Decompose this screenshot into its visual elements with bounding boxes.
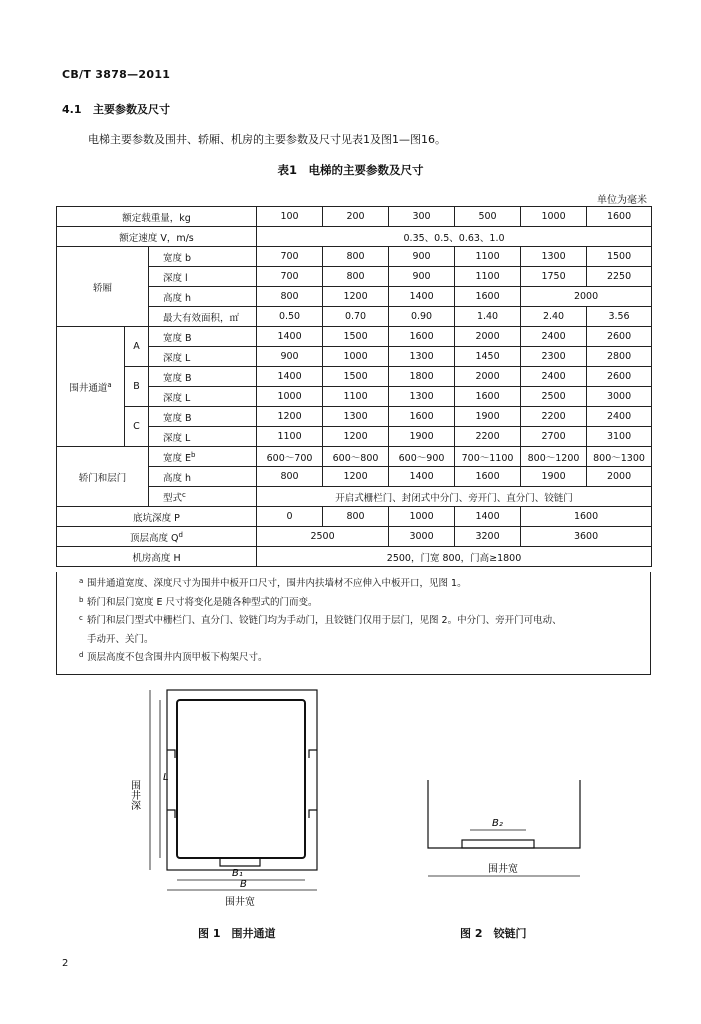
table-cell: 3200 (455, 527, 521, 547)
shaft-outer-wall (167, 690, 317, 870)
row-label: 宽度 B (149, 407, 257, 427)
table-cell: 0.90 (389, 307, 455, 327)
note-item (79, 575, 650, 594)
pit-label: 底坑深度 P (57, 507, 257, 527)
note-mark: a (79, 577, 84, 585)
table-row (57, 407, 652, 427)
table-cell: 1100 (455, 247, 521, 267)
table-cell: 800 (257, 287, 323, 307)
table-cell: 1750 (521, 267, 587, 287)
table-cell: 3100 (587, 427, 652, 447)
machine-room-value: 2500，门宽 800，门高≥1800 (257, 547, 652, 567)
table-row (57, 547, 652, 567)
table-cell: 1600 (389, 327, 455, 347)
table-cell: 1000 (389, 507, 455, 527)
table-cell: 0 (257, 507, 323, 527)
door-type-value: 开启式栅栏门、封闭式中分门、旁开门、直分门、铰链门 (257, 487, 652, 507)
width-label: 围井宽 (225, 897, 255, 908)
note-text: 顶层高度不包含围井内顶甲板下构架尺寸。 (87, 652, 268, 663)
row-label: 最大有效面积，㎡ (149, 307, 257, 327)
table-row (57, 327, 652, 347)
table-notes (56, 572, 651, 675)
table-cell: 300 (389, 207, 455, 227)
table-cell: 1400 (257, 367, 323, 387)
table-cell: 1400 (455, 507, 521, 527)
table-cell: 700～1100 (455, 447, 521, 467)
note-mark: b (191, 450, 196, 459)
note-mark: d (178, 530, 183, 539)
table-cell: 2400 (521, 327, 587, 347)
table-cell: 2500 (521, 387, 587, 407)
table-cell: 900 (389, 247, 455, 267)
note-text: 手动开、关门。 (87, 633, 154, 645)
table-cell: 1300 (521, 247, 587, 267)
table-cell: 2600 (587, 367, 652, 387)
door-group-label: 轿门和层门 (57, 447, 149, 507)
section-title: 主要参数及尺寸 (93, 103, 170, 116)
shaft-wall (428, 780, 580, 848)
table-cell: 1900 (455, 407, 521, 427)
table-cell: 1500 (323, 367, 389, 387)
width-label: 围井宽 (488, 864, 518, 875)
table-cell: 700 (257, 267, 323, 287)
parameters-table (56, 206, 652, 567)
shaft-inner-opening (177, 700, 305, 858)
row-label (149, 447, 257, 467)
depth-label: 围井深 (128, 780, 140, 810)
table-cell: 1800 (389, 367, 455, 387)
row-label: 深度 L (149, 387, 257, 407)
speed-label: 额定速度 V，m/s (57, 227, 257, 247)
row-label: 深度 L (149, 427, 257, 447)
note-item (79, 594, 650, 613)
table-cell: 800～1300 (587, 447, 652, 467)
table-cell: 1600 (455, 287, 521, 307)
table-cell: 2600 (587, 327, 652, 347)
table-cell: 1200 (257, 407, 323, 427)
table-cell: 100 (257, 207, 323, 227)
figure-2-caption: 图 2 铰链门 (460, 927, 527, 940)
table-cell: 600～800 (323, 447, 389, 467)
table-cell: 1300 (323, 407, 389, 427)
table-cell: 1300 (389, 347, 455, 367)
table-cell: 1900 (389, 427, 455, 447)
table-row (57, 367, 652, 387)
table-cell: 1500 (587, 247, 652, 267)
table-cell: 1000 (257, 387, 323, 407)
speed-value: 0.35、0.5、0.63、1.0 (257, 227, 652, 247)
note-mark: d (79, 651, 84, 659)
table-cell: 1900 (521, 467, 587, 487)
table-cell: 2200 (521, 407, 587, 427)
table-row (57, 527, 652, 547)
table-cell: 2000 (455, 367, 521, 387)
row-label: 深度 L (149, 347, 257, 367)
shaft-type-c: C (125, 407, 149, 447)
figure-1-caption: 图 1 围井通道 (198, 927, 276, 940)
table-cell: 2000 (587, 467, 652, 487)
table-row (57, 207, 652, 227)
table-cell: 2400 (587, 407, 652, 427)
table-cell: 2400 (521, 367, 587, 387)
standard-code: CB/T 3878—2011 (62, 68, 171, 81)
load-label: 额定载重量，kg (57, 207, 257, 227)
table-cell: 1600 (587, 207, 652, 227)
intro-paragraph: 电梯主要参数及围井、轿厢、机房的主要参数及尺寸见表1及图1—图16。 (88, 133, 446, 146)
row-label: 深度 l (149, 267, 257, 287)
figure-2-hinged-door-drawing (420, 780, 590, 890)
row-label: 宽度 b (149, 247, 257, 267)
page-number: 2 (62, 958, 69, 969)
shaft-group-text: 围井通道 (69, 382, 108, 394)
door-type-label: 型式 (163, 492, 183, 504)
table-cell: 1600 (455, 387, 521, 407)
door-width-label: 宽度 E (163, 452, 192, 464)
table-cell: 600～700 (257, 447, 323, 467)
note-item (79, 612, 650, 631)
shaft-type-a: A (125, 327, 149, 367)
L-label: L (163, 772, 169, 783)
table-caption: 表1 电梯的主要参数及尺寸 (277, 163, 424, 177)
row-label: 高度 h (149, 467, 257, 487)
table-cell: 2500 (257, 527, 389, 547)
table-row (57, 447, 652, 467)
table-cell: 1500 (323, 327, 389, 347)
table-cell: 1600 (455, 467, 521, 487)
table-cell: 1300 (389, 387, 455, 407)
table-cell: 1600 (389, 407, 455, 427)
table-row (57, 507, 652, 527)
note-text: 轿门和层门宽度 E 尺寸将变化是随各种型式的门而变。 (87, 596, 318, 608)
table-cell: 1400 (257, 327, 323, 347)
machine-room-label: 机房高度 H (57, 547, 257, 567)
table-unit: 单位为毫米 (597, 195, 647, 206)
table-cell: 800～1200 (521, 447, 587, 467)
note-mark: b (79, 595, 84, 604)
table-cell: 2300 (521, 347, 587, 367)
door-recess (220, 858, 260, 866)
table-cell: 1100 (455, 267, 521, 287)
table-cell: 2800 (587, 347, 652, 367)
table-cell: 3.56 (587, 307, 652, 327)
table-cell: 800 (323, 507, 389, 527)
table-row (57, 227, 652, 247)
table-cell: 1.40 (455, 307, 521, 327)
shaft-type-b: B (125, 367, 149, 407)
note-item (87, 631, 650, 650)
hinged-door (462, 840, 534, 848)
table-cell: 2700 (521, 427, 587, 447)
note-text: 轿门和层门型式中栅栏门、直分门、铰链门均为手动门，且铰链门仅用于层门，见图 2。中分门、旁开门可电动、 (87, 615, 562, 626)
table-cell: 1000 (521, 207, 587, 227)
table-cell: 3000 (587, 387, 652, 407)
table-cell: 900 (257, 347, 323, 367)
table-cell: 1100 (323, 387, 389, 407)
section-heading (62, 101, 170, 117)
figure-1-shaft-drawing (120, 680, 330, 910)
guide-brackets (167, 750, 317, 818)
table-cell: 2000 (521, 287, 652, 307)
note-mark: c (182, 490, 186, 499)
note-mark: a (107, 380, 112, 389)
B2-label: B₂ (492, 818, 503, 829)
note-text: 围井通道宽度、深度尺寸为围井中板开口尺寸，围井内扶墙材不应伸入中板开口，见图 1。 (87, 578, 467, 589)
table-cell: 0.50 (257, 307, 323, 327)
table-cell: 1600 (521, 507, 652, 527)
table-cell: 800 (323, 247, 389, 267)
table-cell: 200 (323, 207, 389, 227)
overhead-label (57, 527, 257, 547)
table-cell: 1450 (455, 347, 521, 367)
row-label: 宽度 B (149, 367, 257, 387)
table-cell: 1100 (257, 427, 323, 447)
row-label (149, 487, 257, 507)
B1-label: B₁ (232, 868, 243, 879)
row-label: 宽度 B (149, 327, 257, 347)
table-cell: 0.70 (323, 307, 389, 327)
B-label: B (240, 879, 247, 890)
overhead-text: 顶层高度 Q (130, 532, 179, 544)
table-cell: 1400 (389, 287, 455, 307)
table-cell: 900 (389, 267, 455, 287)
car-group-label: 轿厢 (57, 247, 149, 327)
note-item (79, 649, 650, 668)
table-cell: 700 (257, 247, 323, 267)
section-number: 4.1 (62, 103, 82, 116)
note-mark: c (79, 614, 83, 622)
table-cell: 2.40 (521, 307, 587, 327)
table-cell: 1000 (323, 347, 389, 367)
table-cell: 1200 (323, 427, 389, 447)
table-cell: 3000 (389, 527, 455, 547)
table-cell: 1200 (323, 467, 389, 487)
table-cell: 600～900 (389, 447, 455, 467)
row-label: 高度 h (149, 287, 257, 307)
table-cell: 3600 (521, 527, 652, 547)
table-cell: 1200 (323, 287, 389, 307)
table-row (57, 247, 652, 267)
table-cell: 800 (323, 267, 389, 287)
table-cell: 800 (257, 467, 323, 487)
shaft-group-label (57, 327, 125, 447)
table-cell: 2000 (455, 327, 521, 347)
table-cell: 500 (455, 207, 521, 227)
table-cell: 2250 (587, 267, 652, 287)
table-cell: 1400 (389, 467, 455, 487)
table-cell: 2200 (455, 427, 521, 447)
